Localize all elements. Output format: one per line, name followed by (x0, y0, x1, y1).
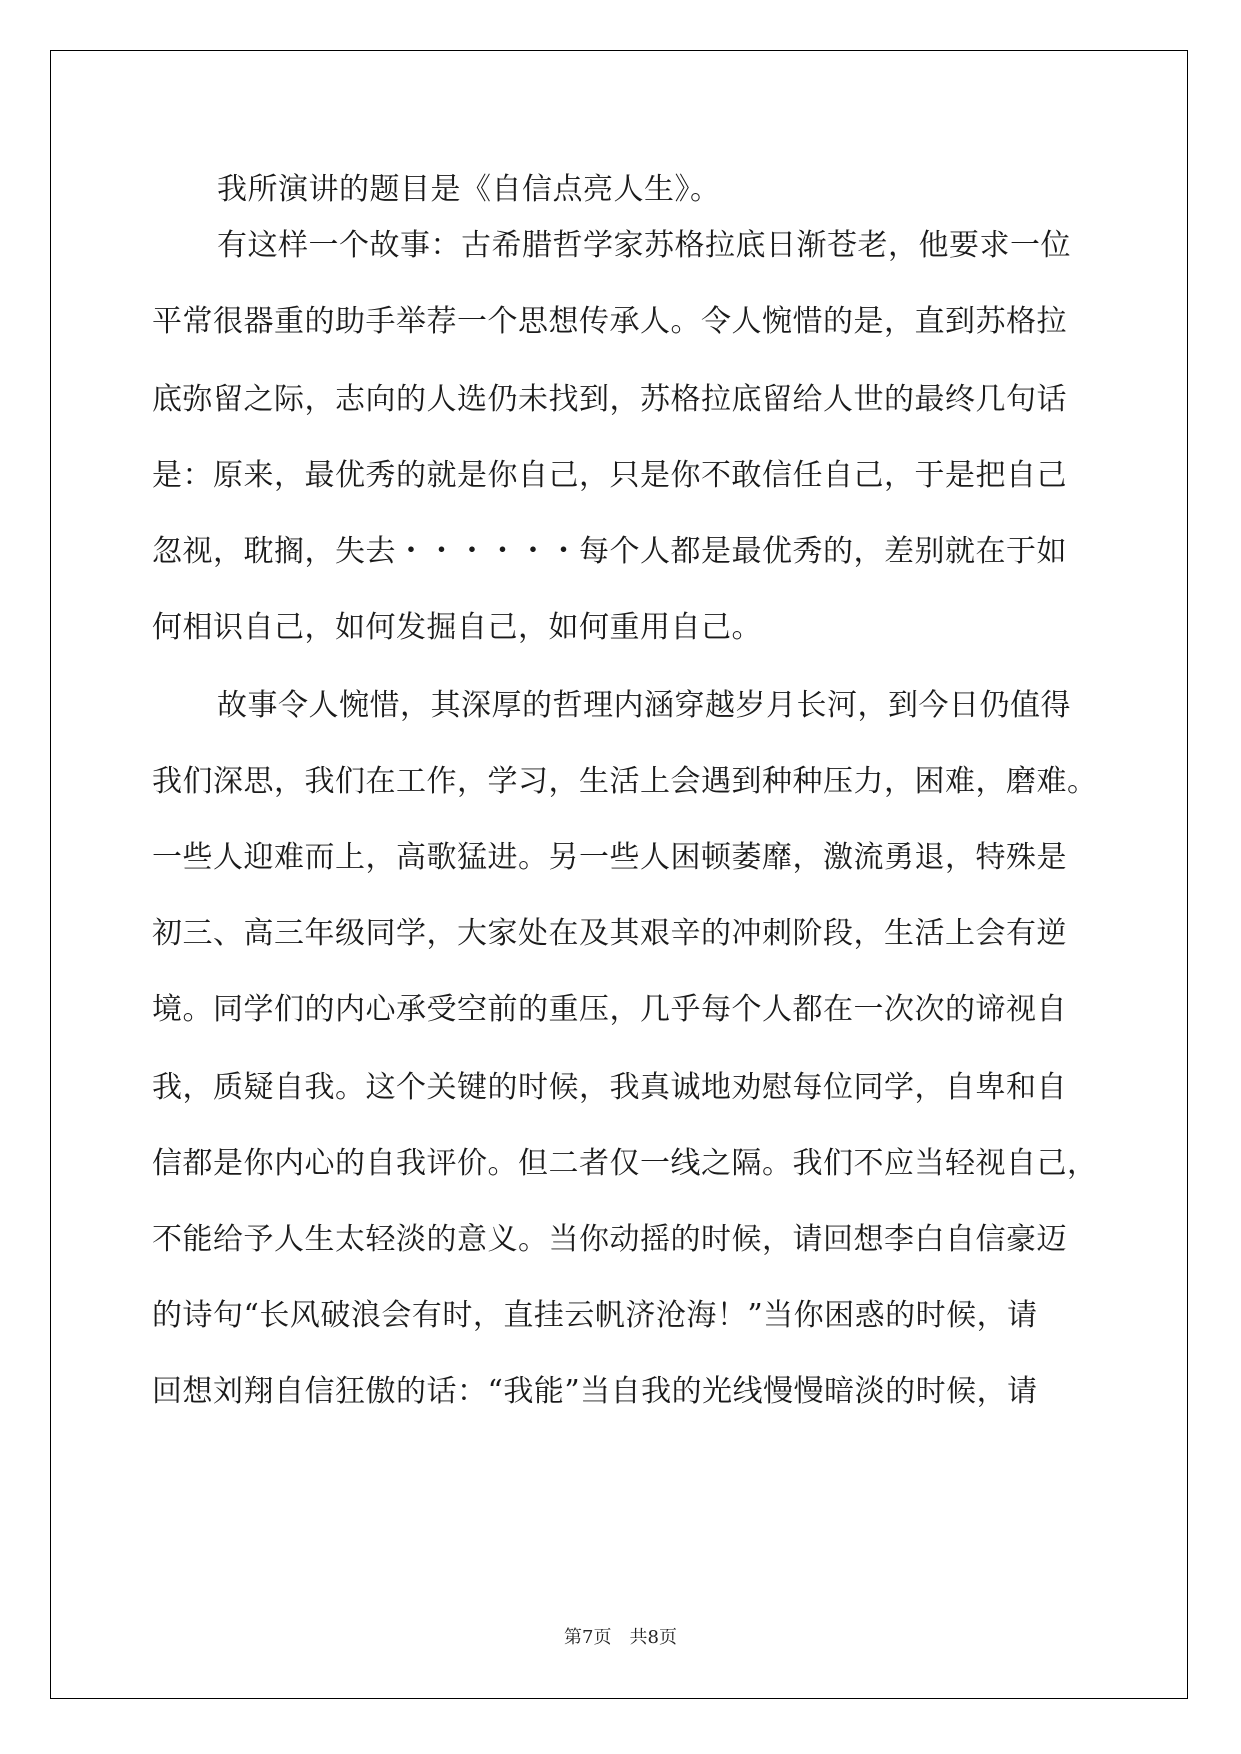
paragraph-line: 何相识自己，如何发掘自己，如何重用自己。 (152, 610, 762, 645)
paragraph-line: 境。同学们的内心承受空前的重压，几乎每个人都在一次次的谛视自 (152, 992, 1067, 1027)
paragraph-line: 我们深思，我们在工作，学习，生活上会遇到种种压力，困难，磨难。 (152, 764, 1098, 799)
paragraph-line: 回想刘翔自信狂傲的话：“我能”当自我的光线慢慢暗淡的时候，请 (152, 1374, 1038, 1409)
paragraph-line: 有这样一个故事：古希腊哲学家苏格拉底日渐苍老，他要求一位 (217, 228, 1071, 263)
paragraph-line: 故事令人惋惜，其深厚的哲理内涵穿越岁月长河，到今日仍值得 (217, 688, 1071, 723)
paragraph-line: 忽视，耽搁，失去・・・・・・每个人都是最优秀的，差别就在于如 (152, 534, 1067, 569)
paragraph-line: 一些人迎难而上，高歌猛进。另一些人困顿萎靡，激流勇退，特殊是 (152, 840, 1067, 875)
paragraph-line: 不能给予人生太轻淡的意义。当你动摇的时候，请回想李白自信豪迈 (152, 1222, 1067, 1257)
paragraph-line: 我，质疑自我。这个关键的时候，我真诚地劝慰每位同学，自卑和自 (152, 1070, 1067, 1105)
paragraph-line: 的诗句“长风破浪会有时，直挂云帆济沧海！”当你困惑的时候，请 (152, 1298, 1038, 1333)
paragraph-line: 底弥留之际，志向的人选仍未找到，苏格拉底留给人世的最终几句话 (152, 382, 1067, 417)
paragraph-line: 平常很器重的助手举荐一个思想传承人。令人惋惜的是，直到苏格拉 (152, 304, 1067, 339)
page-number: 第7页 共8页 (564, 1627, 677, 1648)
paragraph-line: 是：原来，最优秀的就是你自己，只是你不敢信任自己，于是把自己 (152, 458, 1067, 493)
paragraph-line: 初三、高三年级同学，大家处在及其艰辛的冲刺阶段，生活上会有逆 (152, 916, 1067, 951)
paragraph-line: 我所演讲的题目是《自信点亮人生》。 (217, 172, 721, 207)
paragraph-line: 信都是你内心的自我评价。但二者仅一线之隔。我们不应当轻视自己， (152, 1146, 1098, 1181)
